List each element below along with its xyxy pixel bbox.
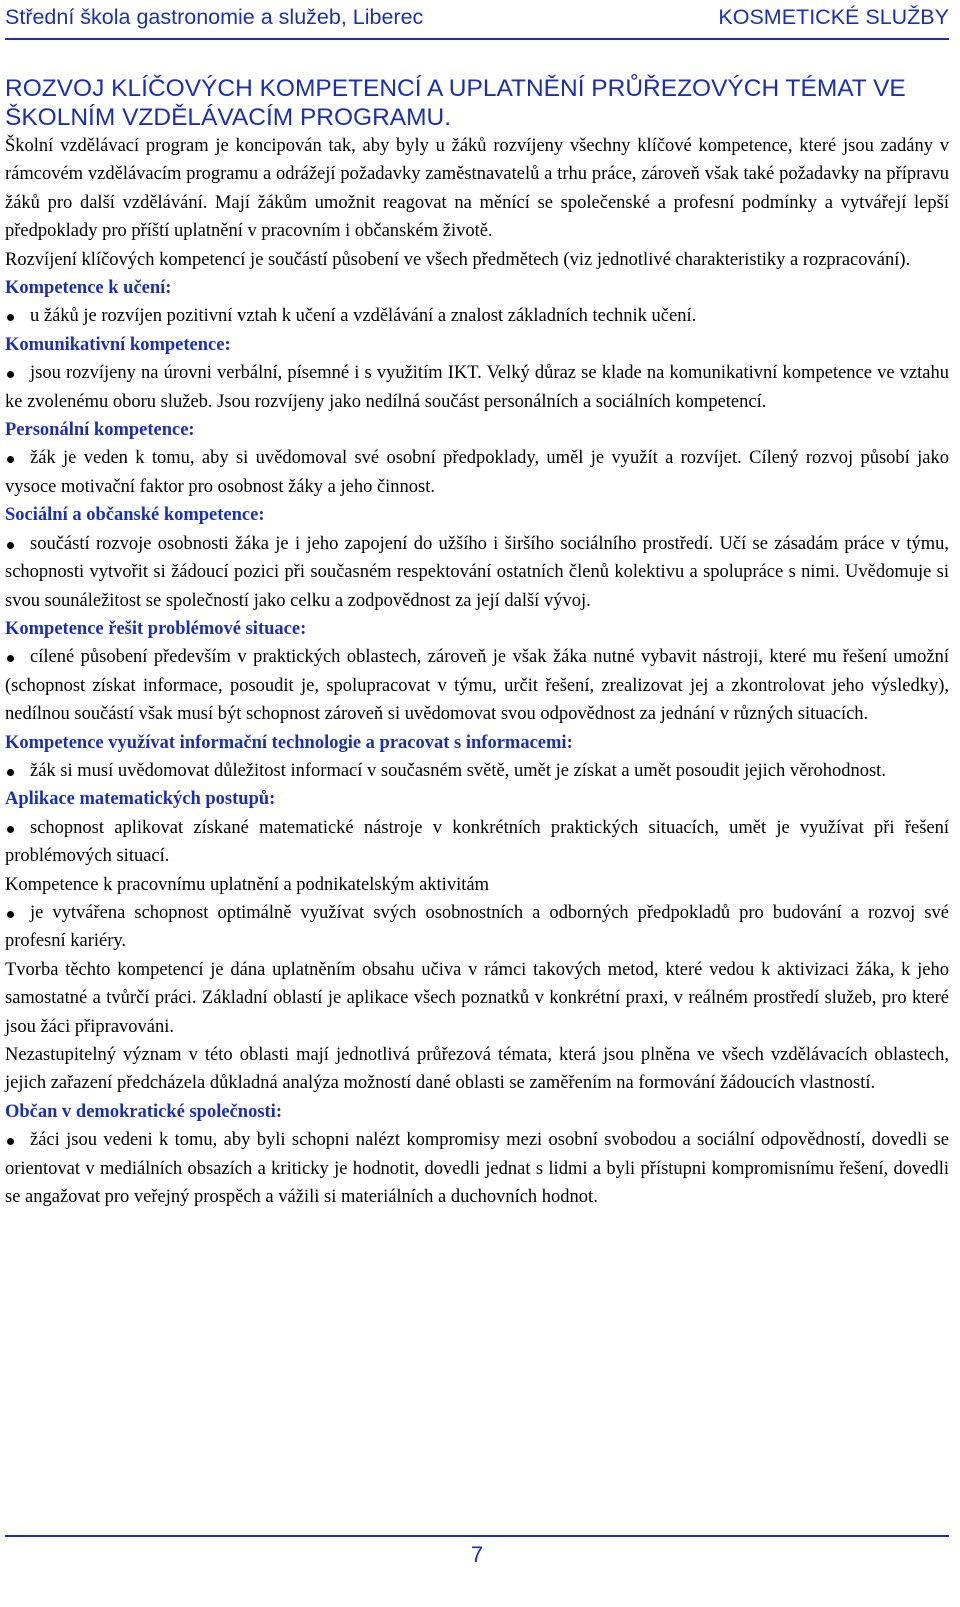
list-item (5, 530, 949, 615)
section-heading-communication: Komunikativní kompetence: (5, 334, 231, 355)
section-heading-math: Aplikace matematických postupů: (5, 789, 276, 810)
bullet-icon (7, 769, 14, 776)
section-heading-social: Sociální a občanské kompetence: (5, 505, 265, 526)
list-item-text: u žáků je rozvíjen pozitivní vztah k učení a vzdělávání a znalost základních technik učení. (30, 306, 697, 327)
list-item (5, 899, 949, 956)
section-heading-personal: Personální kompetence: (5, 420, 195, 441)
school-name: Střední škola gastronomie a služeb, Liberec (5, 5, 424, 29)
bullet-icon (7, 314, 14, 321)
closing-paragraph: Nezastupitelný význam v této oblasti mají jednotlivá průřezová témata, která jsou plněna ve všech vzdělávacích oblastech, jejich zařazení předcházela důkladná analýza možností dané oblasti se zaměřením na formování žádoucích vlastností. (5, 1045, 949, 1094)
list-item (5, 643, 949, 728)
list-item-text: žáci jsou vedeni k tomu, aby byli schopni nalézt kompromisy mezi osobní svobodou a sociální odpovědností, dovedli se orientovat v mediálních obsazích a kriticky je hodnotit, dovedli jednat s lidmi a byli přístupni kompromisnímu řešení, dovedli se angažovat pro veřejný prospěch a vážili si materiálních a duchovních hodnot. (5, 1130, 949, 1208)
section-heading-work: Kompetence k pracovnímu uplatnění a podnikatelským aktivitám (5, 874, 489, 895)
list-item (5, 302, 949, 330)
list-item-text: součástí rozvoje osobnosti žáka je i jeho zapojení do užšího i širšího sociálního prostředí. Učí se zásadám práce v týmu, schopnosti vytvořit si žádoucí pozici při současném respektování ostatních členů kolektivu a spolupráce s nimi. Uvědomuje si svou sounáležitost se společností jako celku a zodpovědnost za její další vývoj. (5, 533, 949, 611)
bullet-icon (7, 1138, 14, 1145)
document-body (5, 74, 949, 1211)
bullet-icon (7, 371, 14, 378)
list-item (5, 757, 949, 785)
bullet-icon (7, 456, 14, 463)
program-name: KOSMETICKÉ SLUŽBY (718, 5, 949, 29)
bullet-icon (7, 911, 14, 918)
list-item-text: jsou rozvíjeny na úrovni verbální, písemné i s využitím IKT. Velký důraz se klade na komunikativní kompetence ve vztahu ke zvolenému oboru služeb. Jsou rozvíjeny jako nedílná součást personálních a sociálních kompetencí. (5, 363, 949, 412)
bullet-icon (7, 655, 14, 662)
page-number: 7 (470, 1542, 484, 1567)
list-item (5, 359, 949, 416)
section-heading-problems: Kompetence řešit problémové situace: (5, 618, 307, 639)
page-title: ROZVOJ KLÍČOVÝCH KOMPETENCÍ A UPLATNĚNÍ PRŮŘEZOVÝCH TÉMAT VE ŠKOLNÍM VZDĚLÁVACÍM PROGRAMU. (5, 75, 906, 131)
closing-paragraph: Tvorba těchto kompetencí je dána uplatněním obsahu učiva v rámci takových metod, které vedou k aktivizaci žáka, k jeho samostatné a tvůrčí práci. Základní oblastí je aplikace všech poznatků v konkrétní praxi, v reálném prostředí služeb, pro které jsou žáci připravováni. (5, 959, 949, 1037)
list-item-text: je vytvářena schopnost optimálně využívat svých osobnostních a odborných předpokladů pro budování a rozvoj své profesní kariéry. (5, 902, 949, 952)
bullet-icon (7, 542, 14, 549)
section-heading-learning: Kompetence k učení: (5, 278, 172, 299)
list-item (5, 1126, 949, 1211)
list-item-text: cílené působení především v praktických oblastech, zároveň je však žáka nutné vybavit nástroji, které mu řešení umožní (schopnost získat informace, posoudit je, spolupracovat v týmu, určit řešení, zrealizovat jej a zkontrolovat jeho výsledky), nedílnou součástí však musí být schopnost zároveň si uvědomovat svou odpovědnost za jednání v různých situacích. (5, 647, 949, 725)
list-item-text: žák si musí uvědomovat důležitost informací v současném světě, umět je získat a umět posoudit jejich věrohodnost. (30, 760, 886, 781)
intro-paragraph: Školní vzdělávací program je koncipován tak, aby byly u žáků rozvíjeny všechny klíčové kompetence, které jsou zadány v rámcovém vzdělávacím programu a odrážejí požadavky zaměstnavatelů a trhu práce, zároveň však také požadavky na přípravu žáků pro další vzdělávání. Mají žákům umožnit reagovat na měnící se společenské a profesní podmínky a vytvářejí lepší předpoklady pro příští uplatnění v pracovním i občanském životě. (5, 136, 949, 242)
intro-paragraph: Rozvíjení klíčových kompetencí je součástí působení ve všech předmětech (viz jednotlivé charakteristiky a rozpracování). (5, 249, 911, 270)
list-item (5, 814, 949, 871)
page-header (5, 0, 949, 40)
page-footer (5, 1535, 949, 1568)
section-heading-citizen: Občan v demokratické společnosti: (5, 1101, 282, 1122)
list-item (5, 444, 949, 501)
list-item-text: schopnost aplikovat získané matematické nástroje v konkrétních praktických situacích, umět je využívat při řešení problémových situací. (5, 817, 949, 867)
bullet-icon (7, 826, 14, 833)
section-heading-ict: Kompetence využívat informační technologie a pracovat s informacemi: (5, 732, 573, 753)
list-item-text: žák je veden k tomu, aby si uvědomoval své osobní předpoklady, uměl je využít a rozvíjet. Cílený rozvoj působí jako vysoce motivační faktor pro osobnost žáky a jeho činnost. (5, 448, 949, 497)
